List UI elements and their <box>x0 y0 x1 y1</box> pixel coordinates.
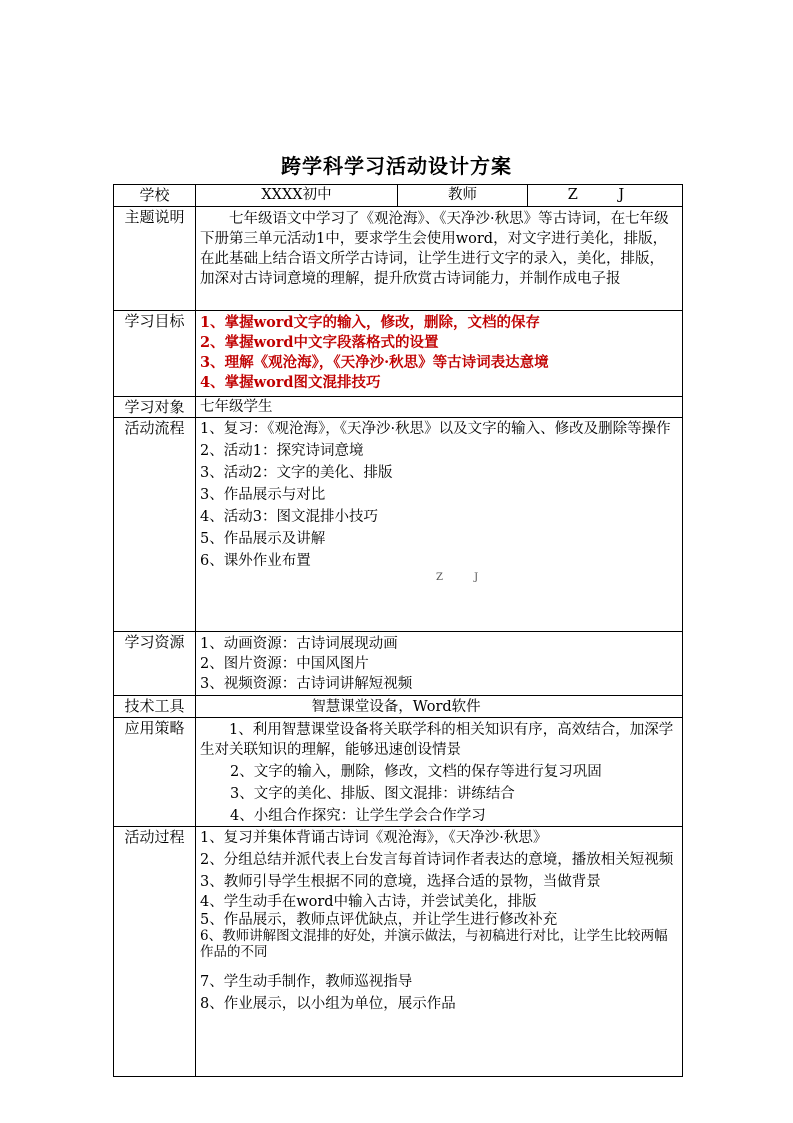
strategy-cell <box>196 718 683 827</box>
strategy-label: 应用策略 <box>114 718 196 827</box>
process-row <box>114 827 683 1077</box>
flow-item: 3、活动2：文字的美化、排版 <box>200 465 393 481</box>
flow-item: 3、作品展示与对比 <box>200 487 326 503</box>
process-item: 2、分组总结并派代表上台发言每首诗词作者表达的意境，播放相关短视频 <box>200 852 674 868</box>
flow-mark: Z J <box>436 572 493 583</box>
theme-cell <box>196 207 683 311</box>
goals-label: 学习目标 <box>114 311 196 397</box>
theme-text: 七年级语文中学习了《观沧海》、《天净沙·秋思》等古诗词，在七年级下册第三单元活动1中，要求学生会使用word，对文字进行美化，排版，在此基础上结合语文所学古诗词，让学生进行文字的录入，美化，排版，加深对古诗词意境的理解，提升欣赏古诗词能力，并制作成电子报 <box>200 211 669 287</box>
goals-cell <box>196 311 683 397</box>
flow-row <box>114 418 683 632</box>
school-value: XXXX初中 <box>196 185 398 207</box>
strategy-item: 2、文字的输入，删除，修改，文档的保存等进行复习巩固 <box>230 764 602 780</box>
audience-row <box>114 397 683 418</box>
strategy-item: 3、文字的美化、排版、图文混排：讲练结合 <box>230 786 515 802</box>
process-item: 6、教师讲解图文混排的好处，并演示做法，与初稿进行对比，让学生比较两幅作品的不同 <box>200 928 668 960</box>
tools-value: 智慧课堂设备，Word软件 <box>196 696 683 718</box>
process-label: 活动过程 <box>114 827 196 1077</box>
resources-row <box>114 632 683 696</box>
resources-cell <box>196 632 683 696</box>
process-item: 7、学生动手制作，教师巡视指导 <box>200 974 413 990</box>
resource-item: 2、图片资源：中国风图片 <box>200 656 369 672</box>
resources-label: 学习资源 <box>114 632 196 696</box>
goal-item: 4、掌握word图文混排技巧 <box>200 374 381 391</box>
process-item: 8、作业展示，以小组为单位，展示作品 <box>200 996 456 1012</box>
teacher-label: 教师 <box>398 185 528 207</box>
resource-item: 3、视频资源：古诗词讲解短视频 <box>200 676 413 692</box>
process-item: 5、作品展示，教师点评优缺点，并让学生进行修改补充 <box>200 912 558 928</box>
tools-row <box>114 696 683 718</box>
theme-row <box>114 207 683 311</box>
page-title: 跨学科学习活动设计方案 <box>281 154 512 178</box>
goal-item: 1、掌握word文字的输入，修改，删除，文档的保存 <box>200 314 541 331</box>
goal-item: 3、理解《观沧海》，《天净沙·秋思》等古诗词表达意境 <box>200 354 549 371</box>
audience-label: 学习对象 <box>114 397 196 418</box>
process-cell <box>196 827 683 1077</box>
process-item: 1、复习并集体背诵古诗词《观沧海》，《天净沙·秋思》 <box>200 830 548 846</box>
strategy-row <box>114 718 683 827</box>
school-label: 学校 <box>114 185 196 207</box>
teacher-value: Z J <box>528 185 683 207</box>
flow-item: 1、复习：《观沧海》，《天净沙·秋思》以及文字的输入、修改及删除等操作 <box>200 421 671 437</box>
theme-label: 主题说明 <box>114 207 196 311</box>
flow-cell <box>196 418 683 632</box>
header-row <box>114 185 683 207</box>
goals-row <box>114 311 683 397</box>
flow-item: 5、作品展示及讲解 <box>200 531 326 547</box>
process-item: 4、学生动手在word中输入古诗，并尝试美化，排版 <box>200 894 537 910</box>
audience-value: 七年级学生 <box>196 397 683 418</box>
flow-item: 6、课外作业布置 <box>200 553 311 569</box>
flow-label: 活动流程 <box>114 418 196 632</box>
tools-label: 技术工具 <box>114 696 196 718</box>
strategy-item: 1、利用智慧课堂设备将关联学科的相关知识有序，高效结合，加深学生对关联知识的理解，能够迅速创设情景 <box>200 722 674 758</box>
resource-item: 1、动画资源：古诗词展现动画 <box>200 636 398 652</box>
design-table <box>113 184 683 1077</box>
strategy-item: 4、小组合作探究：让学生学会合作学习 <box>230 808 486 824</box>
process-item: 3、教师引导学生根据不同的意境，选择合适的景物，当做背景 <box>200 874 601 890</box>
flow-item: 2、活动1：探究诗词意境 <box>200 443 364 459</box>
flow-item: 4、活动3：图文混排小技巧 <box>200 509 378 525</box>
goal-item: 2、掌握word中文字段落格式的设置 <box>200 334 439 351</box>
